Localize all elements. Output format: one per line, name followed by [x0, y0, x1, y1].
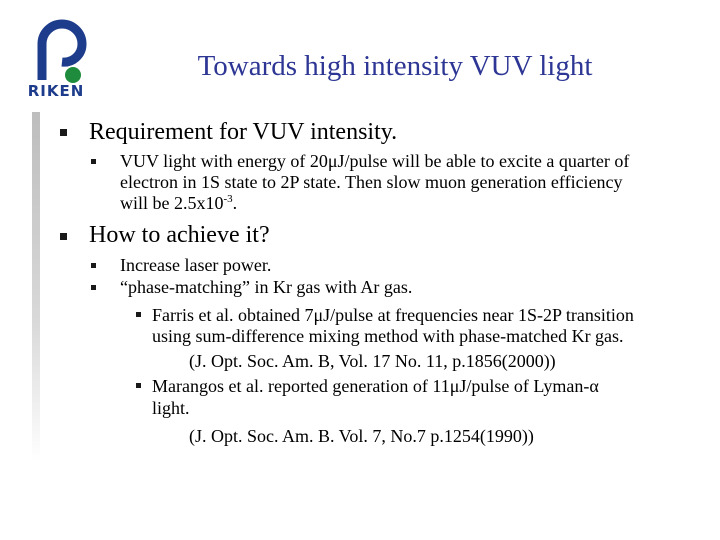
efficiency-period: . — [232, 193, 238, 213]
bullet-marker — [91, 285, 96, 290]
marangos-reference: (J. Opt. Soc. Am. B. Vol. 7, No.7 p.1254(1990)) — [189, 426, 534, 446]
farris-reference: (J. Opt. Soc. Am. B, Vol. 17 No. 11, p.1856(2000)) — [189, 351, 556, 371]
bullet-marker — [91, 159, 96, 164]
phase-matching: “phase-matching” in Kr gas with Ar gas. — [120, 277, 413, 297]
efficiency-value: will be 2.5x10 — [120, 193, 224, 213]
riken-logo-text: RIKEN — [27, 82, 85, 100]
efficiency-exponent: -3 — [223, 193, 233, 205]
bullet-marker — [136, 312, 141, 317]
bullet-marker — [60, 233, 67, 240]
requirement-detail-line1: VUV light with energy of 20μJ/pulse will be able to excite a quarter of — [120, 151, 630, 171]
farris-line1: Farris et al. obtained 7μJ/pulse at frequencies near 1S-2P transition — [152, 305, 634, 325]
bullet-how-to-achieve: How to achieve it? — [89, 222, 270, 248]
riken-logo-dot — [65, 67, 81, 83]
bullet-marker — [60, 129, 67, 136]
bullet-requirement: Requirement for VUV intensity. — [89, 119, 398, 145]
farris-line2: using sum-difference mixing method with phase-matched Kr gas. — [152, 326, 624, 346]
bullet-marker — [136, 383, 141, 388]
requirement-detail-line2: electron in 1S state to 2P state. Then slow muon generation efficiency — [120, 172, 623, 192]
requirement-detail-line3 — [120, 194, 237, 212]
bullet-marker — [91, 263, 96, 268]
marangos-line1: Marangos et al. reported generation of 11μJ/pulse of Lyman-α — [152, 376, 599, 396]
side-accent-bar — [32, 112, 40, 462]
slide-title: Towards high intensity VUV light — [197, 50, 593, 82]
increase-laser-power: Increase laser power. — [120, 255, 272, 275]
marangos-line2: light. — [152, 398, 190, 418]
